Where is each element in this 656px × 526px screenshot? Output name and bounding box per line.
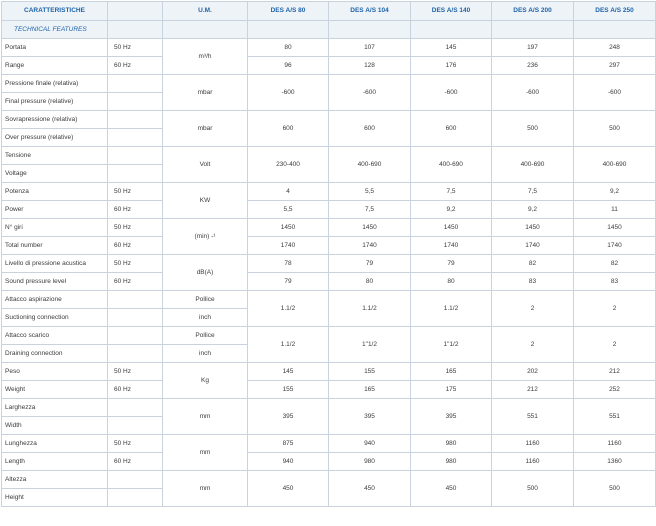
row-frequency xyxy=(108,129,163,147)
row-value: 450 xyxy=(248,471,329,507)
row-label: Over pressure (relative) xyxy=(2,129,108,147)
row-unit: mm xyxy=(163,399,248,435)
subheader-row xyxy=(2,21,656,39)
subheader-blank xyxy=(411,21,492,39)
row-label: Power xyxy=(2,201,108,219)
row-value: 395 xyxy=(248,399,329,435)
row-value: 80 xyxy=(248,39,329,57)
row-value: -600 xyxy=(492,75,574,111)
row-value: 1740 xyxy=(492,237,574,255)
table-row xyxy=(2,273,656,291)
row-value: 1450 xyxy=(248,219,329,237)
row-unit: Volt xyxy=(163,147,248,183)
row-value: 400-690 xyxy=(411,147,492,183)
table-row xyxy=(2,291,656,309)
table-row xyxy=(2,453,656,471)
row-frequency: 60 Hz xyxy=(108,273,163,291)
row-value: 875 xyxy=(248,435,329,453)
row-value: 1.1/2 xyxy=(329,291,411,327)
table-row xyxy=(2,363,656,381)
row-frequency: 50 Hz xyxy=(108,219,163,237)
row-value: 600 xyxy=(329,111,411,147)
row-value: -600 xyxy=(329,75,411,111)
row-value: 600 xyxy=(411,111,492,147)
row-frequency: 50 Hz xyxy=(108,363,163,381)
row-value: 500 xyxy=(492,471,574,507)
header-freq-blank xyxy=(108,2,163,21)
row-value: 1.1/2 xyxy=(411,291,492,327)
row-label: Final pressure (relative) xyxy=(2,93,108,111)
row-value: 165 xyxy=(329,381,411,399)
row-frequency: 50 Hz xyxy=(108,39,163,57)
row-frequency: 60 Hz xyxy=(108,201,163,219)
row-unit: (min) -¹ xyxy=(163,219,248,255)
row-frequency: 60 Hz xyxy=(108,381,163,399)
row-unit: mbar xyxy=(163,75,248,111)
row-unit: mm xyxy=(163,435,248,471)
row-frequency: 60 Hz xyxy=(108,237,163,255)
row-unit: dB(A) xyxy=(163,255,248,291)
table-row xyxy=(2,111,656,129)
row-value: 980 xyxy=(411,435,492,453)
row-value: 400-690 xyxy=(574,147,656,183)
row-value: 5,5 xyxy=(248,201,329,219)
row-unit: KW xyxy=(163,183,248,219)
row-frequency xyxy=(108,417,163,435)
row-value: 5,5 xyxy=(329,183,411,201)
row-value: -600 xyxy=(248,75,329,111)
row-value: 82 xyxy=(492,255,574,273)
row-value: 1450 xyxy=(411,219,492,237)
row-value: 450 xyxy=(329,471,411,507)
row-frequency xyxy=(108,327,163,345)
header-model-4: DES A/S 200 xyxy=(492,2,574,21)
row-frequency xyxy=(108,291,163,309)
header-model-2: DES A/S 104 xyxy=(329,2,411,21)
row-frequency xyxy=(108,399,163,417)
row-label: Weight xyxy=(2,381,108,399)
row-value: 500 xyxy=(574,471,656,507)
row-value: 600 xyxy=(248,111,329,147)
row-value: 500 xyxy=(492,111,574,147)
row-value: 7,5 xyxy=(329,201,411,219)
row-label: Height xyxy=(2,489,108,507)
row-value: 1450 xyxy=(492,219,574,237)
row-label: Lunghezza xyxy=(2,435,108,453)
table-row xyxy=(2,255,656,273)
row-value: 252 xyxy=(574,381,656,399)
row-value: 500 xyxy=(574,111,656,147)
row-frequency: 60 Hz xyxy=(108,57,163,75)
row-value: 78 xyxy=(248,255,329,273)
row-value: 2 xyxy=(574,291,656,327)
row-unit: Kg xyxy=(163,363,248,399)
row-value: 1740 xyxy=(329,237,411,255)
row-value: 980 xyxy=(329,453,411,471)
row-frequency xyxy=(108,75,163,93)
row-value: 940 xyxy=(248,453,329,471)
row-frequency xyxy=(108,489,163,507)
row-value: 7,5 xyxy=(411,183,492,201)
row-label: Sovrapressione (relativa) xyxy=(2,111,108,129)
row-frequency xyxy=(108,165,163,183)
row-label: Suctioning connection xyxy=(2,309,108,327)
row-label: Attacco aspirazione xyxy=(2,291,108,309)
row-frequency xyxy=(108,111,163,129)
row-value: 4 xyxy=(248,183,329,201)
row-value: 155 xyxy=(329,363,411,381)
row-value: 1"1/2 xyxy=(329,327,411,363)
row-unit: inch xyxy=(163,345,248,363)
row-value: 1450 xyxy=(329,219,411,237)
row-frequency xyxy=(108,345,163,363)
table-header-row xyxy=(2,2,656,21)
row-value: 400-690 xyxy=(329,147,411,183)
row-unit: Pollice xyxy=(163,291,248,309)
row-label: Larghezza xyxy=(2,399,108,417)
row-frequency xyxy=(108,93,163,111)
table-row xyxy=(2,57,656,75)
row-value: 450 xyxy=(411,471,492,507)
header-caratteristiche: CARATTERISTICHE xyxy=(2,2,108,21)
row-label: Portata xyxy=(2,39,108,57)
row-value: 1.1/2 xyxy=(248,327,329,363)
row-value: 1740 xyxy=(574,237,656,255)
row-value: 551 xyxy=(492,399,574,435)
row-value: 395 xyxy=(329,399,411,435)
row-unit: mm xyxy=(163,471,248,507)
row-value: 80 xyxy=(329,273,411,291)
row-value: -600 xyxy=(411,75,492,111)
row-label: Tensione xyxy=(2,147,108,165)
row-value: 297 xyxy=(574,57,656,75)
row-value: 2 xyxy=(492,327,574,363)
table-row xyxy=(2,237,656,255)
row-label: Potenza xyxy=(2,183,108,201)
row-value: 400-690 xyxy=(492,147,574,183)
row-value: 212 xyxy=(574,363,656,381)
row-unit: inch xyxy=(163,309,248,327)
technical-spec-table-container xyxy=(0,1,656,526)
row-value: 9,2 xyxy=(411,201,492,219)
row-value: 230-400 xyxy=(248,147,329,183)
table-row xyxy=(2,201,656,219)
row-label: N° giri xyxy=(2,219,108,237)
row-frequency xyxy=(108,309,163,327)
row-value: -600 xyxy=(574,75,656,111)
header-um: U.M. xyxy=(163,2,248,21)
row-value: 236 xyxy=(492,57,574,75)
row-label: Livello di pressione acustica xyxy=(2,255,108,273)
row-value: 9,2 xyxy=(574,183,656,201)
row-value: 980 xyxy=(411,453,492,471)
row-label: Range xyxy=(2,57,108,75)
table-row xyxy=(2,219,656,237)
row-unit: m³/h xyxy=(163,39,248,75)
row-label: Attacco scarico xyxy=(2,327,108,345)
row-value: 96 xyxy=(248,57,329,75)
row-frequency xyxy=(108,471,163,489)
row-value: 83 xyxy=(574,273,656,291)
row-value: 2 xyxy=(574,327,656,363)
row-value: 83 xyxy=(492,273,574,291)
table-row xyxy=(2,183,656,201)
table-row xyxy=(2,471,656,489)
row-value: 212 xyxy=(492,381,574,399)
table-row xyxy=(2,399,656,417)
row-value: 165 xyxy=(411,363,492,381)
row-frequency xyxy=(108,147,163,165)
row-value: 1740 xyxy=(248,237,329,255)
row-value: 145 xyxy=(411,39,492,57)
subheader-blank xyxy=(574,21,656,39)
row-value: 1.1/2 xyxy=(248,291,329,327)
row-value: 551 xyxy=(574,399,656,435)
subheader-blank xyxy=(163,21,248,39)
table-body xyxy=(2,21,656,507)
header-model-5: DES A/S 250 xyxy=(574,2,656,21)
row-label: Voltage xyxy=(2,165,108,183)
row-frequency: 50 Hz xyxy=(108,255,163,273)
row-frequency: 60 Hz xyxy=(108,453,163,471)
row-label: Width xyxy=(2,417,108,435)
row-value: 155 xyxy=(248,381,329,399)
table-row xyxy=(2,75,656,93)
row-value: 107 xyxy=(329,39,411,57)
subheader-blank xyxy=(108,21,163,39)
row-value: 1740 xyxy=(411,237,492,255)
header-model-3: DES A/S 140 xyxy=(411,2,492,21)
row-value: 82 xyxy=(574,255,656,273)
row-value: 202 xyxy=(492,363,574,381)
subheader-blank xyxy=(492,21,574,39)
table-row xyxy=(2,147,656,165)
row-frequency: 50 Hz xyxy=(108,183,163,201)
row-value: 1160 xyxy=(492,435,574,453)
row-value: 7,5 xyxy=(492,183,574,201)
row-value: 175 xyxy=(411,381,492,399)
table-row xyxy=(2,39,656,57)
table-row xyxy=(2,435,656,453)
row-value: 197 xyxy=(492,39,574,57)
row-value: 2 xyxy=(492,291,574,327)
row-label: Altezza xyxy=(2,471,108,489)
header-technical-features: TECHNICAL FEATURES xyxy=(2,21,108,39)
row-label: Peso xyxy=(2,363,108,381)
header-model-1: DES A/S 80 xyxy=(248,2,329,21)
row-value: 1"1/2 xyxy=(411,327,492,363)
table-row xyxy=(2,381,656,399)
row-label: Total number xyxy=(2,237,108,255)
technical-spec-table xyxy=(1,1,656,507)
row-unit: Pollice xyxy=(163,327,248,345)
row-unit: mbar xyxy=(163,111,248,147)
row-value: 79 xyxy=(329,255,411,273)
row-value: 940 xyxy=(329,435,411,453)
subheader-blank xyxy=(329,21,411,39)
row-label: Draining connection xyxy=(2,345,108,363)
row-value: 176 xyxy=(411,57,492,75)
row-label: Pressione finale (relativa) xyxy=(2,75,108,93)
row-value: 128 xyxy=(329,57,411,75)
row-value: 145 xyxy=(248,363,329,381)
row-value: 1450 xyxy=(574,219,656,237)
row-value: 1160 xyxy=(574,435,656,453)
subheader-blank xyxy=(248,21,329,39)
row-value: 80 xyxy=(411,273,492,291)
row-label: Length xyxy=(2,453,108,471)
row-value: 11 xyxy=(574,201,656,219)
row-frequency: 50 Hz xyxy=(108,435,163,453)
row-value: 1360 xyxy=(574,453,656,471)
row-value: 79 xyxy=(411,255,492,273)
row-label: Sound pressure level xyxy=(2,273,108,291)
row-value: 248 xyxy=(574,39,656,57)
table-row xyxy=(2,327,656,345)
row-value: 9,2 xyxy=(492,201,574,219)
row-value: 1160 xyxy=(492,453,574,471)
row-value: 79 xyxy=(248,273,329,291)
row-value: 395 xyxy=(411,399,492,435)
